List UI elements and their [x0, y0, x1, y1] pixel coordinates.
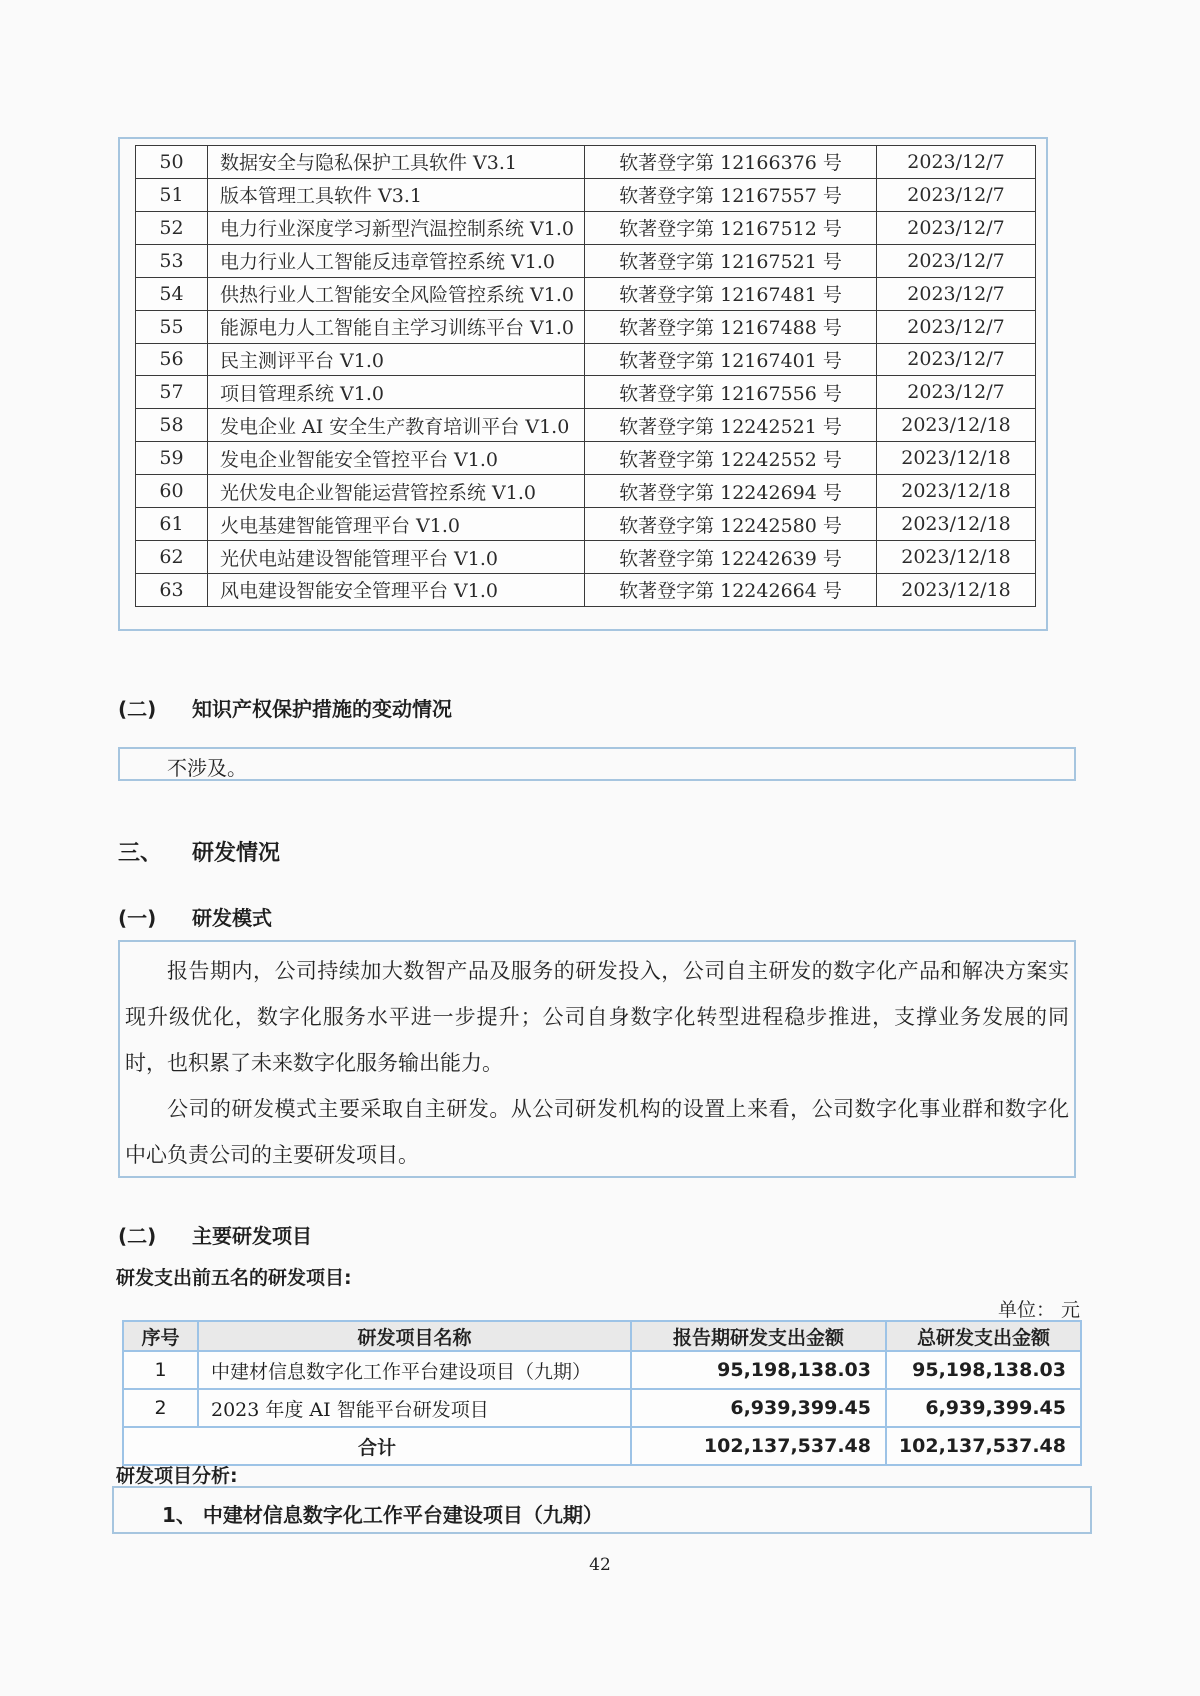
cell-software-name: 电力行业人工智能反违章管控系统 V1.0 — [208, 244, 585, 277]
cell-no: 51 — [136, 178, 208, 211]
cell-date: 2023/12/7 — [877, 146, 1036, 179]
cell-registration-no: 软著登字第 12242580 号 — [585, 508, 877, 541]
section-title: 主要研发项目 — [192, 1224, 312, 1248]
section-title: 研发模式 — [192, 906, 272, 930]
cell-no: 60 — [136, 475, 208, 508]
header-total-amount: 总研发支出金额 — [886, 1321, 1081, 1351]
cell-software-name: 发电企业 AI 安全生产教育培训平台 V1.0 — [208, 409, 585, 442]
header-period-amount: 报告期研发支出金额 — [631, 1321, 886, 1351]
table-row — [136, 178, 1036, 211]
table-row — [136, 277, 1036, 310]
section-title: 知识产权保护措施的变动情况 — [192, 697, 452, 721]
cell-period-amount: 6,939,399.45 — [631, 1389, 886, 1427]
cell-total-label: 合计 — [123, 1427, 631, 1465]
cell-registration-no: 软著登字第 12242639 号 — [585, 541, 877, 574]
cell-date: 2023/12/18 — [877, 409, 1036, 442]
table-row — [136, 573, 1036, 606]
cell-date: 2023/12/18 — [877, 475, 1036, 508]
cell-no: 53 — [136, 244, 208, 277]
section-heading-rd — [118, 836, 280, 867]
cell-no: 52 — [136, 211, 208, 244]
table-row — [136, 310, 1036, 343]
section-heading-rd-mode — [118, 902, 272, 931]
cell-registration-no: 软著登字第 12242664 号 — [585, 573, 877, 606]
table-row — [136, 244, 1036, 277]
cell-registration-no: 软著登字第 12167488 号 — [585, 310, 877, 343]
cell-software-name: 电力行业深度学习新型汽温控制系统 V1.0 — [208, 211, 585, 244]
ip-protection-body-text: 不涉及。 — [167, 756, 247, 780]
cell-software-name: 民主测评平台 V1.0 — [208, 343, 585, 376]
copyright-table — [135, 145, 1036, 607]
cell-no: 55 — [136, 310, 208, 343]
cell-software-name: 项目管理系统 V1.0 — [208, 376, 585, 409]
cell-registration-no: 软著登字第 12167557 号 — [585, 178, 877, 211]
cell-date: 2023/12/7 — [877, 277, 1036, 310]
section-number: (一) — [118, 906, 157, 930]
cell-date: 2023/12/7 — [877, 211, 1036, 244]
cell-registration-no: 软著登字第 12242694 号 — [585, 475, 877, 508]
cell-date: 2023/12/7 — [877, 178, 1036, 211]
analysis-item-box — [112, 1486, 1092, 1534]
table-row — [136, 541, 1036, 574]
table-row — [136, 376, 1036, 409]
cell-no: 63 — [136, 573, 208, 606]
unit-label: 单位： 元 — [997, 1299, 1080, 1321]
section-number: (二) — [118, 697, 157, 721]
cell-no: 59 — [136, 442, 208, 475]
rd-mode-paragraph-2: 公司的研发模式主要采取自主研发。从公司研发机构的设置上来看，公司数字化事业群和数字化中心负责公司的主要研发项目。 — [125, 1097, 1069, 1167]
cell-date: 2023/12/18 — [877, 508, 1036, 541]
table-header-row — [123, 1321, 1081, 1351]
cell-project-name: 中建材信息数字化工作平台建设项目（九期） — [198, 1351, 631, 1389]
table-total-row — [123, 1427, 1081, 1465]
cell-registration-no: 软著登字第 12166376 号 — [585, 146, 877, 179]
table-row — [136, 211, 1036, 244]
cell-registration-no: 软著登字第 12242552 号 — [585, 442, 877, 475]
cell-software-name: 光伏发电企业智能运营管控系统 V1.0 — [208, 475, 585, 508]
section-heading-ip-protection — [118, 693, 452, 722]
cell-software-name: 火电基建智能管理平台 V1.0 — [208, 508, 585, 541]
cell-date: 2023/12/7 — [877, 376, 1036, 409]
rd-mode-body-box — [118, 940, 1076, 1178]
section-number: (二) — [118, 1224, 157, 1248]
cell-project-name: 2023 年度 AI 智能平台研发项目 — [198, 1389, 631, 1427]
rd-mode-paragraphs — [120, 942, 1074, 1178]
cell-no: 61 — [136, 508, 208, 541]
cell-registration-no: 软著登字第 12167512 号 — [585, 211, 877, 244]
cell-software-name: 光伏电站建设智能管理平台 V1.0 — [208, 541, 585, 574]
cell-software-name: 供热行业人工智能安全风险管控系统 V1.0 — [208, 277, 585, 310]
table-row — [136, 409, 1036, 442]
section-number: 三、 — [118, 841, 163, 866]
section-heading-rd-projects — [118, 1220, 312, 1249]
cell-no: 56 — [136, 343, 208, 376]
cell-total-amount-total: 102,137,537.48 — [886, 1427, 1081, 1465]
cell-no: 58 — [136, 409, 208, 442]
cell-registration-no: 软著登字第 12167556 号 — [585, 376, 877, 409]
cell-no: 2 — [123, 1389, 198, 1427]
cell-no: 50 — [136, 146, 208, 179]
rd-mode-paragraph-1: 报告期内，公司持续加大数智产品及服务的研发投入，公司自主研发的数字化产品和解决方案实现升级优化，数字化服务水平进一步提升；公司自身数字化转型进程稳步推进，支撑业务发展的同时，也积累了未来数字化服务输出能力。 — [125, 959, 1069, 1075]
cell-software-name: 数据安全与隐私保护工具软件 V3.1 — [208, 146, 585, 179]
cell-date: 2023/12/18 — [877, 541, 1036, 574]
rd-projects-subtitle: 研发支出前五名的研发项目: — [116, 1267, 352, 1289]
cell-no: 1 — [123, 1351, 198, 1389]
header-project-name: 研发项目名称 — [198, 1321, 631, 1351]
cell-no: 54 — [136, 277, 208, 310]
cell-software-name: 能源电力人工智能自主学习训练平台 V1.0 — [208, 310, 585, 343]
cell-date: 2023/12/18 — [877, 573, 1036, 606]
table-row — [123, 1389, 1081, 1427]
table-row — [136, 442, 1036, 475]
cell-software-name: 发电企业智能安全管控平台 V1.0 — [208, 442, 585, 475]
cell-registration-no: 软著登字第 12167481 号 — [585, 277, 877, 310]
cell-date: 2023/12/7 — [877, 244, 1036, 277]
cell-total-amount: 95,198,138.03 — [886, 1351, 1081, 1389]
analysis-item-title: 1、 中建材信息数字化工作平台建设项目（九期） — [162, 1503, 603, 1527]
table-row — [123, 1351, 1081, 1389]
cell-registration-no: 软著登字第 12167521 号 — [585, 244, 877, 277]
header-no: 序号 — [123, 1321, 198, 1351]
cell-date: 2023/12/7 — [877, 343, 1036, 376]
cell-date: 2023/12/7 — [877, 310, 1036, 343]
table-row — [136, 475, 1036, 508]
table-row — [136, 146, 1036, 179]
cell-registration-no: 软著登字第 12242521 号 — [585, 409, 877, 442]
cell-period-amount-total: 102,137,537.48 — [631, 1427, 886, 1465]
copyright-table-outer-box — [118, 137, 1048, 631]
cell-software-name: 版本管理工具软件 V3.1 — [208, 178, 585, 211]
ip-protection-body-box — [118, 747, 1076, 781]
cell-date: 2023/12/18 — [877, 442, 1036, 475]
cell-period-amount: 95,198,138.03 — [631, 1351, 886, 1389]
page-number: 42 — [589, 1555, 611, 1575]
cell-no: 62 — [136, 541, 208, 574]
table-row — [136, 508, 1036, 541]
section-title: 研发情况 — [192, 841, 281, 866]
rd-expenditure-table — [122, 1320, 1082, 1466]
cell-no: 57 — [136, 376, 208, 409]
table-row — [136, 343, 1036, 376]
cell-registration-no: 软著登字第 12167401 号 — [585, 343, 877, 376]
analysis-label: 研发项目分析: — [116, 1465, 238, 1487]
cell-software-name: 风电建设智能安全管理平台 V1.0 — [208, 573, 585, 606]
cell-total-amount: 6,939,399.45 — [886, 1389, 1081, 1427]
